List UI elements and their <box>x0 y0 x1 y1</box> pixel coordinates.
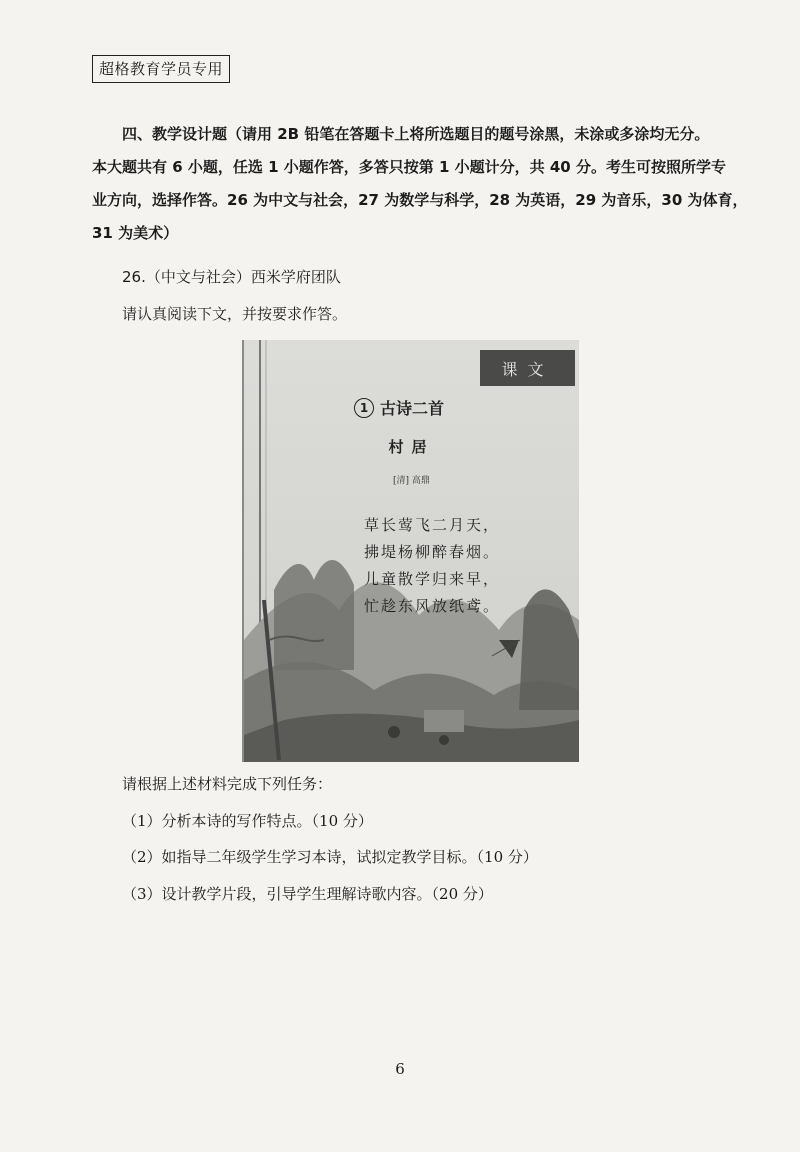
tasks-lead: 请根据上述材料完成下列任务： <box>122 775 333 793</box>
poem-body <box>364 512 500 620</box>
intro-line-1: 四、教学设计题（请用 2B 铅笔在答题卡上将所选题目的题号涂黑，未涂或多涂均无分。 <box>122 125 710 143</box>
lesson-number: 1 <box>354 398 374 418</box>
intro-line-4: 31 为美术） <box>92 224 179 242</box>
task-item: （2）如指导二年级学生学习本诗，试拟定教学目标。（10 分） <box>122 848 538 866</box>
question-number: 26. <box>122 268 146 286</box>
poem-author: [清] 高鼎 <box>393 476 430 486</box>
text-header: 课文 <box>480 350 575 386</box>
section-intro <box>92 118 772 250</box>
intro-line-3: 业方向，选择作答。26 为中文与社会，27 为数学与科学，28 为英语，29 为音乐，30 为体育， <box>92 191 748 209</box>
question-title <box>122 266 341 287</box>
intro-line-2: 本大题共有 6 小题，任选 1 小题作答，多答只按第 1 小题计分，共 40 分。考生可按照所学专 <box>92 158 726 176</box>
page-number: 6 <box>395 1060 405 1078</box>
lesson-title: 古诗二首 <box>380 399 445 418</box>
poem-line: 拂堤杨柳醉春烟。 <box>364 543 501 561</box>
question-instruction: 请认真阅读下文，并按要求作答。 <box>122 305 348 323</box>
textbook-figure <box>242 340 579 762</box>
student-only-stamp: 超格教育学员专用 <box>92 55 230 83</box>
task-item: （1）分析本诗的写作特点。（10 分） <box>122 812 373 830</box>
poem-line: 草长莺飞二月天， <box>364 516 501 534</box>
lesson-heading <box>354 396 444 419</box>
poem-title: 村居 <box>388 438 435 456</box>
task-item: （3）设计教学片段，引导学生理解诗歌内容。（20 分） <box>122 885 493 903</box>
poem-line: 忙趁东风放纸鸢。 <box>364 597 501 615</box>
question-title-text: （中文与社会）西米学府团队 <box>145 268 341 286</box>
poem-line: 儿童散学归来早， <box>364 570 501 588</box>
